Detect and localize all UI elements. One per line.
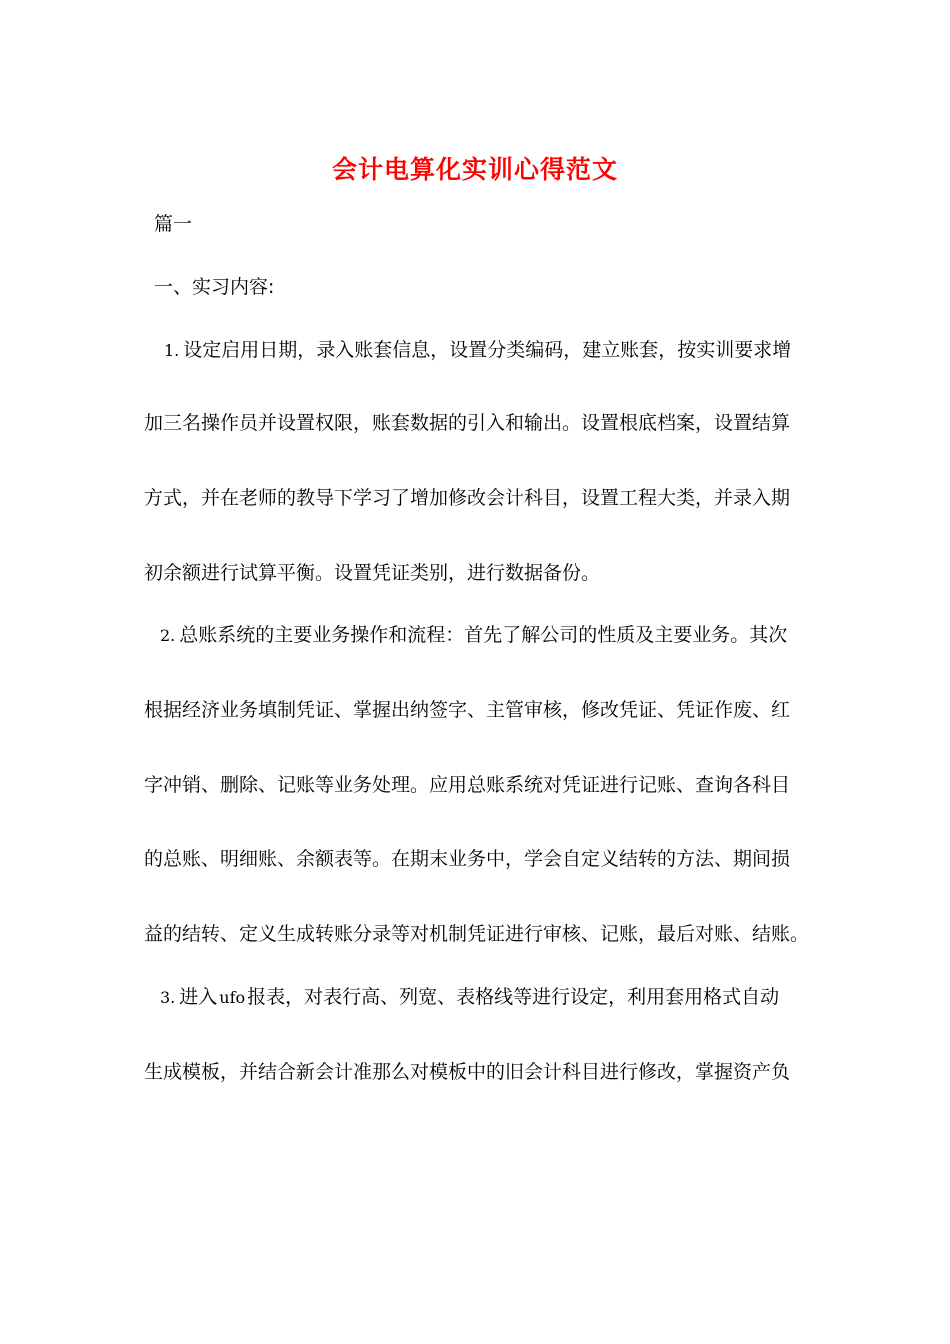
paragraph-text: 报表，对表行高、列宽、表格线等进行设定，利用套用格式自动	[247, 986, 780, 1008]
item-number: 1.	[164, 341, 180, 360]
paragraph-line: 加三名操作员并设置权限，账套数据的引入和输出。设置根底档案，设置结算	[144, 412, 791, 434]
section-heading: 一、实习内容:	[154, 276, 275, 298]
paragraph-line	[160, 984, 830, 1011]
paragraph-line: 初余额进行试算平衡。设置凭证类别，进行数据备份。	[144, 562, 601, 584]
document-title: 会计电算化实训心得范文	[331, 155, 618, 184]
ufo-term: ufo	[219, 988, 246, 1007]
paragraph-line: 方式，并在老师的教导下学习了增加修改会计科目，设置工程大类，并录入期	[144, 487, 791, 509]
paragraph-line: 的总账、明细账、余额表等。在期末业务中，学会自定义结转的方法、期间损	[144, 848, 791, 870]
paragraph-line	[160, 622, 830, 649]
item-number: 3.	[160, 988, 176, 1007]
paragraph-line: 字冲销、删除、记账等业务处理。应用总账系统对凭证进行记账、查询各科目	[144, 774, 791, 796]
paragraph-line: 根据经济业务填制凭证、掌握出纳签字、主管审核，修改凭证、凭证作废、红	[144, 699, 791, 721]
paragraph-text: 总账系统的主要业务操作和流程：首先了解公司的性质及主要业务。其次	[179, 624, 788, 646]
paragraph-line	[164, 337, 834, 364]
paragraph-text: 设定启用日期，录入账套信息，设置分类编码，建立账套，按实训要求增	[183, 339, 792, 361]
paragraph-text: 进入	[179, 986, 218, 1008]
section-label: 篇一	[154, 213, 193, 235]
paragraph-line: 生成模板，并结合新会计准那么对模板中的旧会计科目进行修改，掌握资产负	[144, 1061, 791, 1083]
item-number: 2.	[160, 626, 176, 645]
paragraph-line: 益的结转、定义生成转账分录等对机制凭证进行审核、记账，最后对账、结账。	[144, 923, 810, 945]
